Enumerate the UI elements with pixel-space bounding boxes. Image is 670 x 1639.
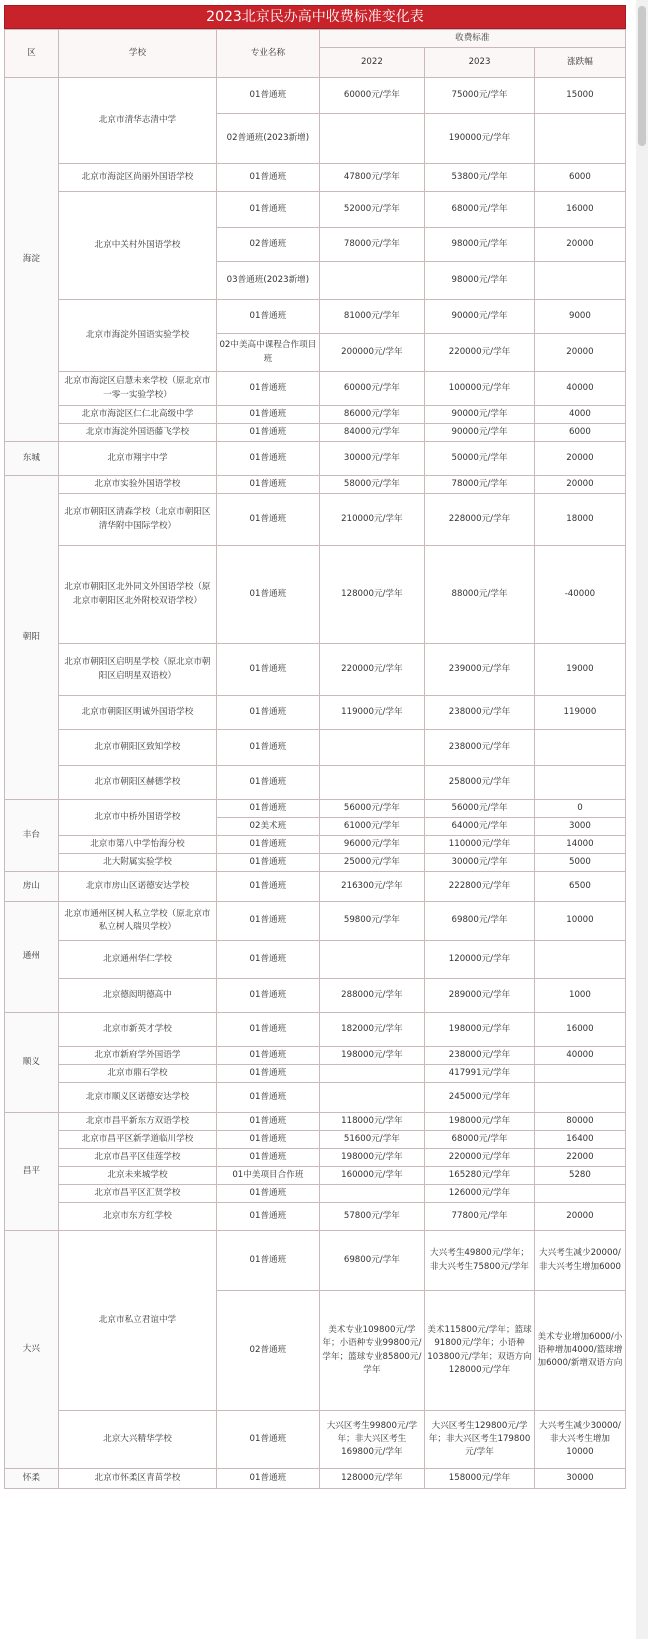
table-row: [5, 406, 626, 424]
table-row: [5, 1185, 626, 1203]
major-cell: 01普通班: [217, 1047, 319, 1065]
major-cell: 01普通班: [217, 1083, 319, 1113]
change-cell: 16000: [534, 1013, 625, 1047]
major-cell: 02中美高中课程合作项目班: [217, 334, 319, 372]
change-cell: 9000: [534, 300, 625, 334]
change-cell: 20000: [534, 476, 625, 494]
school-name-cell: 北京市朝阳区明诚外国语学校: [58, 696, 216, 730]
fee-2023-cell: 90000元/学年: [425, 300, 535, 334]
fee-2022-cell: 128000元/学年: [319, 1469, 425, 1489]
fee-2023-cell: 238000元/学年: [425, 696, 535, 730]
major-cell: 01普通班: [217, 406, 319, 424]
school-name-cell: 北京通州华仁学校: [58, 941, 216, 979]
fee-2022-cell: [319, 941, 425, 979]
major-cell: 01普通班: [217, 872, 319, 902]
fee-2022-cell: 200000元/学年: [319, 334, 425, 372]
table-row: [5, 192, 626, 228]
fee-2022-cell: 84000元/学年: [319, 424, 425, 442]
table-row: [5, 872, 626, 902]
fee-2023-cell: 120000元/学年: [425, 941, 535, 979]
major-cell: 01普通班: [217, 730, 319, 766]
fee-2022-cell: 81000元/学年: [319, 300, 425, 334]
fee-2023-cell: 417991元/学年: [425, 1065, 535, 1083]
major-cell: 01普通班: [217, 1411, 319, 1469]
major-cell: 02普通班(2023新增): [217, 114, 319, 164]
school-name-cell: 北京市东方红学校: [58, 1203, 216, 1231]
school-name-cell: 北京大兴精华学校: [58, 1411, 216, 1469]
major-cell: 01普通班: [217, 424, 319, 442]
table-row: [5, 696, 626, 730]
fee-2022-cell: 47800元/学年: [319, 164, 425, 192]
major-cell: 01普通班: [217, 1113, 319, 1131]
fee-2022-cell: 25000元/学年: [319, 854, 425, 872]
fee-2023-cell: 78000元/学年: [425, 476, 535, 494]
table-row: [5, 1131, 626, 1149]
header-school: 学校: [58, 30, 216, 78]
school-name-cell: 北京市实验外国语学校: [58, 476, 216, 494]
district-cell: 丰台: [5, 800, 59, 872]
fee-2022-cell: 96000元/学年: [319, 836, 425, 854]
fee-2023-cell: 220000元/学年: [425, 334, 535, 372]
fee-2023-cell: 50000元/学年: [425, 442, 535, 476]
change-cell: 22000: [534, 1149, 625, 1167]
change-cell: 10000: [534, 902, 625, 941]
school-name-cell: 北京市鼎石学校: [58, 1065, 216, 1083]
fee-2023-cell: 98000元/学年: [425, 228, 535, 262]
fee-2023-cell: 289000元/学年: [425, 979, 535, 1013]
fee-2023-cell: 239000元/学年: [425, 644, 535, 696]
major-cell: 01普通班: [217, 1203, 319, 1231]
fee-2022-cell: 128000元/学年: [319, 546, 425, 644]
fee-2023-cell: 238000元/学年: [425, 1047, 535, 1065]
major-cell: 01普通班: [217, 696, 319, 730]
change-cell: 6500: [534, 872, 625, 902]
fee-2022-cell: 198000元/学年: [319, 1149, 425, 1167]
fee-2023-cell: 53800元/学年: [425, 164, 535, 192]
change-cell: [534, 1185, 625, 1203]
district-cell: 昌平: [5, 1113, 59, 1231]
fee-2023-cell: 30000元/学年: [425, 854, 535, 872]
school-name-cell: 北京市怀柔区青苗学校: [58, 1469, 216, 1489]
table-row: [5, 1047, 626, 1065]
major-cell: 01普通班: [217, 800, 319, 818]
table-row: [5, 800, 626, 818]
fee-2023-cell: 90000元/学年: [425, 424, 535, 442]
school-name-cell: 北京市海淀区仁仁北高级中学: [58, 406, 216, 424]
fee-2023-cell: 258000元/学年: [425, 766, 535, 800]
fee-2022-cell: 59800元/学年: [319, 902, 425, 941]
table-row: [5, 941, 626, 979]
major-cell: 01普通班: [217, 644, 319, 696]
fee-2022-cell: 美术专业109800元/学年；小语种专业99800元/学年；篮球专业85800元/学年: [319, 1291, 425, 1411]
district-cell: 顺义: [5, 1013, 59, 1113]
school-name-cell: 北京市海淀外国语藤飞学校: [58, 424, 216, 442]
fee-2023-cell: 198000元/学年: [425, 1013, 535, 1047]
district-cell: 海淀: [5, 78, 59, 442]
fee-2022-cell: 210000元/学年: [319, 494, 425, 546]
school-name-cell: 北京市私立君谊中学: [58, 1231, 216, 1411]
table-row: [5, 730, 626, 766]
change-cell: 16000: [534, 192, 625, 228]
change-cell: 80000: [534, 1113, 625, 1131]
fee-2022-cell: 大兴区考生99800元/学年；非大兴区考生169800元/学年: [319, 1411, 425, 1469]
fee-2022-cell: 58000元/学年: [319, 476, 425, 494]
fee-2022-cell: [319, 766, 425, 800]
school-name-cell: 北京市第八中学怡海分校: [58, 836, 216, 854]
fee-2023-cell: 56000元/学年: [425, 800, 535, 818]
fee-2022-cell: [319, 262, 425, 300]
major-cell: 01普通班: [217, 854, 319, 872]
school-name-cell: 北京市朝阳区清森学校（北京市朝阳区清华附中国际学校）: [58, 494, 216, 546]
change-cell: 大兴考生减少30000/非大兴考生增加10000: [534, 1411, 625, 1469]
table-row: [5, 1149, 626, 1167]
major-cell: 01普通班: [217, 1185, 319, 1203]
district-cell: 怀柔: [5, 1469, 59, 1489]
fee-2022-cell: 220000元/学年: [319, 644, 425, 696]
table-row: [5, 1013, 626, 1047]
change-cell: 19000: [534, 644, 625, 696]
change-cell: 4000: [534, 406, 625, 424]
table-title: 2023北京民办高中收费标准变化表: [4, 5, 626, 29]
school-name-cell: 北京市清华志清中学: [58, 78, 216, 164]
change-cell: 美术专业增加6000/小语种增加4000/篮球增加6000/新增双语方向: [534, 1291, 625, 1411]
change-cell: -40000: [534, 546, 625, 644]
major-cell: 03普通班(2023新增): [217, 262, 319, 300]
school-name-cell: 北京中关村外国语学校: [58, 192, 216, 300]
table-row: [5, 854, 626, 872]
change-cell: [534, 766, 625, 800]
major-cell: 01普通班: [217, 546, 319, 644]
school-name-cell: 北京市海淀外国语实验学校: [58, 300, 216, 372]
change-cell: 5000: [534, 854, 625, 872]
fee-2023-cell: 大兴考生49800元/学年；非大兴考生75800元/学年: [425, 1231, 535, 1291]
major-cell: 01普通班: [217, 164, 319, 192]
fee-2023-cell: 110000元/学年: [425, 836, 535, 854]
table-row: [5, 424, 626, 442]
school-name-cell: 北京市朝阳区北外同文外国语学校（原北京市朝阳区北外附校双语学校）: [58, 546, 216, 644]
header-district: 区: [5, 30, 59, 78]
major-cell: 01普通班: [217, 1149, 319, 1167]
district-cell: 通州: [5, 902, 59, 1013]
table-row: [5, 766, 626, 800]
table-row: [5, 546, 626, 644]
fee-2023-cell: 美术115800元/学年；篮球91800元/学年；小语种103800元/学年；双语方向128000元/学年: [425, 1291, 535, 1411]
fee-2022-cell: 216300元/学年: [319, 872, 425, 902]
major-cell: 01普通班: [217, 1065, 319, 1083]
school-name-cell: 北京市朝阳区赫德学校: [58, 766, 216, 800]
fee-2022-cell: [319, 1065, 425, 1083]
fee-2022-cell: 56000元/学年: [319, 800, 425, 818]
change-cell: 20000: [534, 1203, 625, 1231]
change-cell: 1000: [534, 979, 625, 1013]
major-cell: 01普通班: [217, 1131, 319, 1149]
school-name-cell: 北京市顺义区诺德安达学校: [58, 1083, 216, 1113]
table-row: [5, 1411, 626, 1469]
major-cell: 01普通班: [217, 836, 319, 854]
fee-2023-cell: 64000元/学年: [425, 818, 535, 836]
fee-2022-cell: 60000元/学年: [319, 372, 425, 406]
change-cell: 14000: [534, 836, 625, 854]
school-name-cell: 北京市昌平新东方双语学校: [58, 1113, 216, 1131]
major-cell: 02美术班: [217, 818, 319, 836]
school-name-cell: 北京市海淀区启慧未来学校（原北京市一零一实验学校）: [58, 372, 216, 406]
fee-2023-cell: 165280元/学年: [425, 1167, 535, 1185]
fee-2022-cell: 60000元/学年: [319, 78, 425, 114]
change-cell: 5280: [534, 1167, 625, 1185]
fee-2023-cell: 77800元/学年: [425, 1203, 535, 1231]
fee-2022-cell: 57800元/学年: [319, 1203, 425, 1231]
district-cell: 朝阳: [5, 476, 59, 800]
major-cell: 01普通班: [217, 766, 319, 800]
school-name-cell: 北京市昌平区佳莲学校: [58, 1149, 216, 1167]
school-name-cell: 北京未来城学校: [58, 1167, 216, 1185]
fee-2022-cell: [319, 730, 425, 766]
school-name-cell: 北京市朝阳区致知学校: [58, 730, 216, 766]
change-cell: 6000: [534, 164, 625, 192]
change-cell: 16400: [534, 1131, 625, 1149]
table-row: [5, 442, 626, 476]
change-cell: [534, 262, 625, 300]
table-row: [5, 836, 626, 854]
school-name-cell: 北京市翔宇中学: [58, 442, 216, 476]
change-cell: 20000: [534, 228, 625, 262]
fee-2022-cell: 86000元/学年: [319, 406, 425, 424]
table-row: [5, 1231, 626, 1291]
table-row: [5, 300, 626, 334]
fee-2022-cell: 288000元/学年: [319, 979, 425, 1013]
fee-2023-cell: 88000元/学年: [425, 546, 535, 644]
fee-2022-cell: 118000元/学年: [319, 1113, 425, 1131]
table-row: [5, 1469, 626, 1489]
change-cell: 大兴考生减少20000/非大兴考生增加6000: [534, 1231, 625, 1291]
table-row: [5, 476, 626, 494]
school-name-cell: 北大附属实验学校: [58, 854, 216, 872]
school-name-cell: 北京市通州区树人私立学校（原北京市私立树人瑞贝学校）: [58, 902, 216, 941]
school-name-cell: 北京市房山区诺德安达学校: [58, 872, 216, 902]
fee-2023-cell: 90000元/学年: [425, 406, 535, 424]
major-cell: 01普通班: [217, 1469, 319, 1489]
change-cell: 0: [534, 800, 625, 818]
change-cell: [534, 114, 625, 164]
major-cell: 01普通班: [217, 494, 319, 546]
table-row: [5, 1083, 626, 1113]
header-2022: 2022: [319, 48, 425, 78]
table-row: [5, 1065, 626, 1083]
fee-2022-cell: 182000元/学年: [319, 1013, 425, 1047]
table-row: [5, 902, 626, 941]
fee-2023-cell: 245000元/学年: [425, 1083, 535, 1113]
fee-2022-cell: [319, 114, 425, 164]
change-cell: 40000: [534, 1047, 625, 1065]
school-name-cell: 北京市新英才学校: [58, 1013, 216, 1047]
district-cell: 东城: [5, 442, 59, 476]
fee-2023-cell: 68000元/学年: [425, 1131, 535, 1149]
fee-2023-cell: 158000元/学年: [425, 1469, 535, 1489]
fee-2023-cell: 190000元/学年: [425, 114, 535, 164]
fee-2023-cell: 69800元/学年: [425, 902, 535, 941]
table-row: [5, 979, 626, 1013]
fee-2022-cell: 160000元/学年: [319, 1167, 425, 1185]
table-row: [5, 164, 626, 192]
header-change: 涨跌幅: [534, 48, 625, 78]
header-2023: 2023: [425, 48, 535, 78]
table-row: [5, 372, 626, 406]
school-name-cell: 北京市昌平区新学道临川学校: [58, 1131, 216, 1149]
school-name-cell: 北京市中桥外国语学校: [58, 800, 216, 836]
major-cell: 01普通班: [217, 941, 319, 979]
major-cell: 01中美项目合作班: [217, 1167, 319, 1185]
school-name-cell: 北京市新府学外国语学: [58, 1047, 216, 1065]
major-cell: 01普通班: [217, 476, 319, 494]
change-cell: 30000: [534, 1469, 625, 1489]
fee-2023-cell: 222800元/学年: [425, 872, 535, 902]
fee-2022-cell: 78000元/学年: [319, 228, 425, 262]
school-name-cell: 北京市朝阳区启明星学校（原北京市朝阳区启明星双语校）: [58, 644, 216, 696]
major-cell: 02普通班: [217, 1291, 319, 1411]
table-row: [5, 1203, 626, 1231]
fee-2022-cell: 61000元/学年: [319, 818, 425, 836]
change-cell: 15000: [534, 78, 625, 114]
header-fee-standard: 收费标准: [319, 30, 625, 48]
fee-2023-cell: 238000元/学年: [425, 730, 535, 766]
fee-2022-cell: 52000元/学年: [319, 192, 425, 228]
major-cell: 02普通班: [217, 228, 319, 262]
scrollbar-thumb[interactable]: [638, 6, 646, 146]
change-cell: 3000: [534, 818, 625, 836]
fee-2023-cell: 228000元/学年: [425, 494, 535, 546]
fee-2022-cell: 69800元/学年: [319, 1231, 425, 1291]
school-name-cell: 北京市昌平区汇贤学校: [58, 1185, 216, 1203]
change-cell: [534, 730, 625, 766]
fee-2023-cell: 126000元/学年: [425, 1185, 535, 1203]
district-cell: 大兴: [5, 1231, 59, 1469]
table-row: [5, 78, 626, 114]
major-cell: 01普通班: [217, 192, 319, 228]
major-cell: 01普通班: [217, 300, 319, 334]
fee-2023-cell: 大兴区考生129800元/学年；非大兴区考生179800元/学年: [425, 1411, 535, 1469]
change-cell: 20000: [534, 334, 625, 372]
major-cell: 01普通班: [217, 902, 319, 941]
table-row: [5, 644, 626, 696]
major-cell: 01普通班: [217, 78, 319, 114]
fee-table-page: [4, 5, 626, 1489]
fee-2023-cell: 198000元/学年: [425, 1113, 535, 1131]
change-cell: 20000: [534, 442, 625, 476]
change-cell: [534, 941, 625, 979]
fee-2022-cell: 119000元/学年: [319, 696, 425, 730]
scrollbar-track[interactable]: [636, 0, 648, 1639]
change-cell: 6000: [534, 424, 625, 442]
header-major: 专业名称: [217, 30, 319, 78]
table-row: [5, 1113, 626, 1131]
fee-table: [4, 29, 626, 1489]
major-cell: 01普通班: [217, 1013, 319, 1047]
fee-2022-cell: [319, 1185, 425, 1203]
school-name-cell: 北京市海淀区尚丽外国语学校: [58, 164, 216, 192]
change-cell: 40000: [534, 372, 625, 406]
fee-2022-cell: 30000元/学年: [319, 442, 425, 476]
major-cell: 01普通班: [217, 979, 319, 1013]
table-row: [5, 1167, 626, 1185]
major-cell: 01普通班: [217, 1231, 319, 1291]
fee-2023-cell: 98000元/学年: [425, 262, 535, 300]
major-cell: 01普通班: [217, 442, 319, 476]
fee-2022-cell: 51600元/学年: [319, 1131, 425, 1149]
fee-2023-cell: 220000元/学年: [425, 1149, 535, 1167]
change-cell: 119000: [534, 696, 625, 730]
district-cell: 房山: [5, 872, 59, 902]
fee-2022-cell: 198000元/学年: [319, 1047, 425, 1065]
fee-2023-cell: 100000元/学年: [425, 372, 535, 406]
change-cell: [534, 1065, 625, 1083]
change-cell: 18000: [534, 494, 625, 546]
fee-2022-cell: [319, 1083, 425, 1113]
change-cell: [534, 1083, 625, 1113]
fee-2023-cell: 75000元/学年: [425, 78, 535, 114]
table-row: [5, 494, 626, 546]
major-cell: 01普通班: [217, 372, 319, 406]
fee-2023-cell: 68000元/学年: [425, 192, 535, 228]
school-name-cell: 北京德闳明德高中: [58, 979, 216, 1013]
